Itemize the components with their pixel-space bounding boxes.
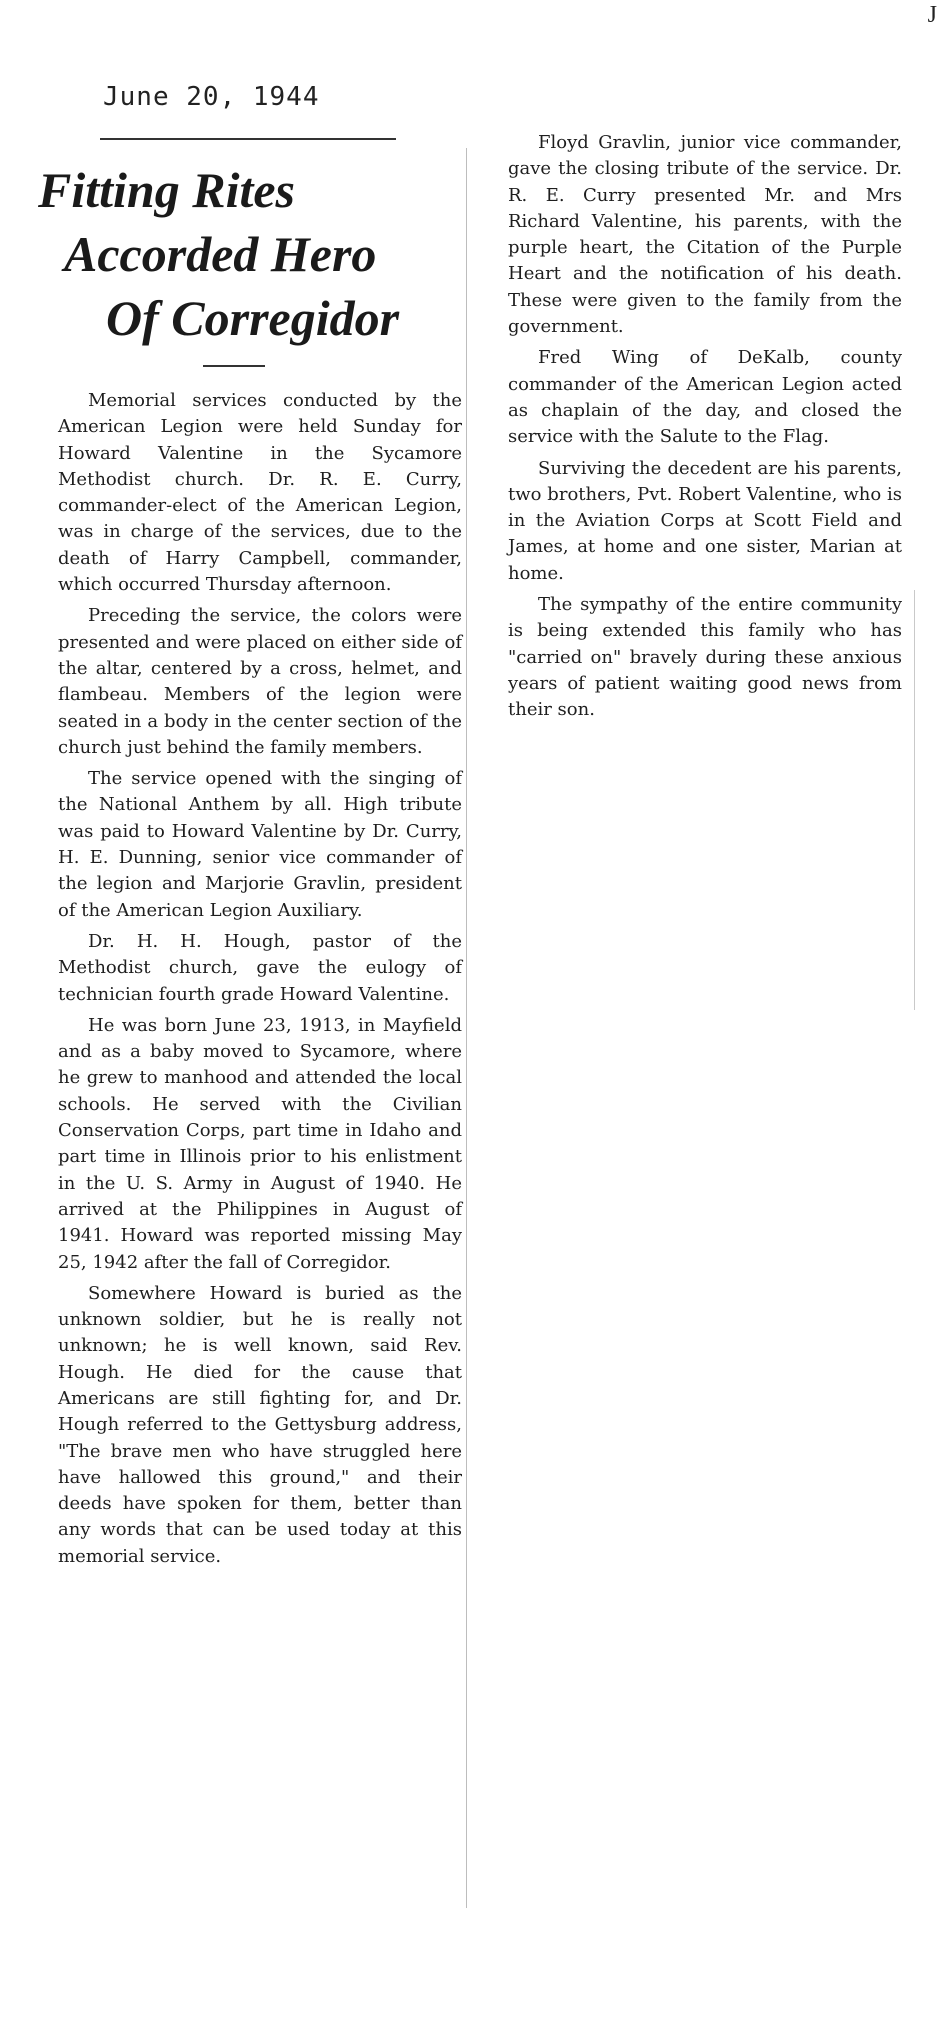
article-left-column	[58, 388, 462, 1575]
headline-line-3: Of Corregidor	[106, 290, 400, 346]
article-paragraph: Somewhere Howard is buried as the unknown soldier, but he is really not unknown; he is well known, said Rev. Hough. He died for the cause that Americans are still fighting for, and Dr. Hough referred to the Gettysburg address, "The brave men who have struggled here have hallowed this ground," and their deeds have spoken for them, better than any words that can be used today at this memorial service.	[58, 1282, 462, 1567]
article-paragraph: Preceding the service, the colors were presented and were placed on either side of the altar, centered by a cross, helmet, and flambeau. Members of the legion were seated in a body in the center section of the church just behind the family members.	[58, 605, 462, 758]
article-paragraph: He was born June 23, 1913, in Mayfield and as a baby moved to Sycamore, where he grew to manhood and attended the local schools. He served with the Civilian Conservation Corps, part time in Idaho and part time in Illinois prior to his enlistment in the U. S. Army in August of 1940. He arrived at the Philippines in August of 1941. Howard was reported missing May 25, 1942 after the fall of Corregidor.	[58, 1014, 462, 1273]
article-paragraph: Floyd Gravlin, junior vice commander, gave the closing tribute of the service. Dr. R. E. Curry presented Mr. and Mrs Richard Valentine, his parents, with the purple heart, the Citation of the Purple Heart and the notification of his death. These were given to the family from the government.	[508, 132, 902, 338]
article-paragraph: Dr. H. H. Hough, pastor of the Methodist church, gave the eulogy of technician fourth grade Howard Valentine.	[58, 930, 462, 1005]
article-paragraph: The sympathy of the entire community is being extended this family who has "carried on" bravely during these anxious years of patient waiting good news from their son.	[508, 594, 902, 721]
top-rule	[100, 138, 396, 140]
headline-divider	[203, 365, 265, 367]
article-paragraph: Fred Wing of DeKalb, county commander of the American Legion acted as chaplain of the day, and closed the service with the Salute to the Flag.	[508, 347, 902, 448]
publication-date: June 20, 1944	[103, 82, 320, 112]
headline	[30, 158, 460, 350]
article-right-column	[508, 130, 902, 729]
corner-mark: J	[927, 2, 937, 28]
headline-line-2: Accorded Hero	[64, 226, 377, 282]
headline-line-1: Fitting Rites	[38, 162, 296, 218]
article-paragraph: The service opened with the singing of the National Anthem by all. High tribute was paid to Howard Valentine by Dr. Curry, H. E. Dunning, senior vice commander of the legion and Marjorie Gravlin, president of the American Legion Auxiliary.	[58, 768, 462, 921]
article-paragraph: Memorial services conducted by the American Legion were held Sunday for Howard Valentine in the Sycamore Methodist church. Dr. R. E. Curry, commander-elect of the American Legion, was in charge of the services, due to the death of Harry Campbell, commander, which occurred Thursday afternoon.	[58, 390, 462, 596]
column-divider	[466, 148, 467, 1908]
right-edge-rule	[914, 590, 915, 1010]
article-paragraph: Surviving the decedent are his parents, two brothers, Pvt. Robert Valentine, who is in the Aviation Corps at Scott Field and James, at home and one sister, Marian at home.	[508, 457, 902, 584]
